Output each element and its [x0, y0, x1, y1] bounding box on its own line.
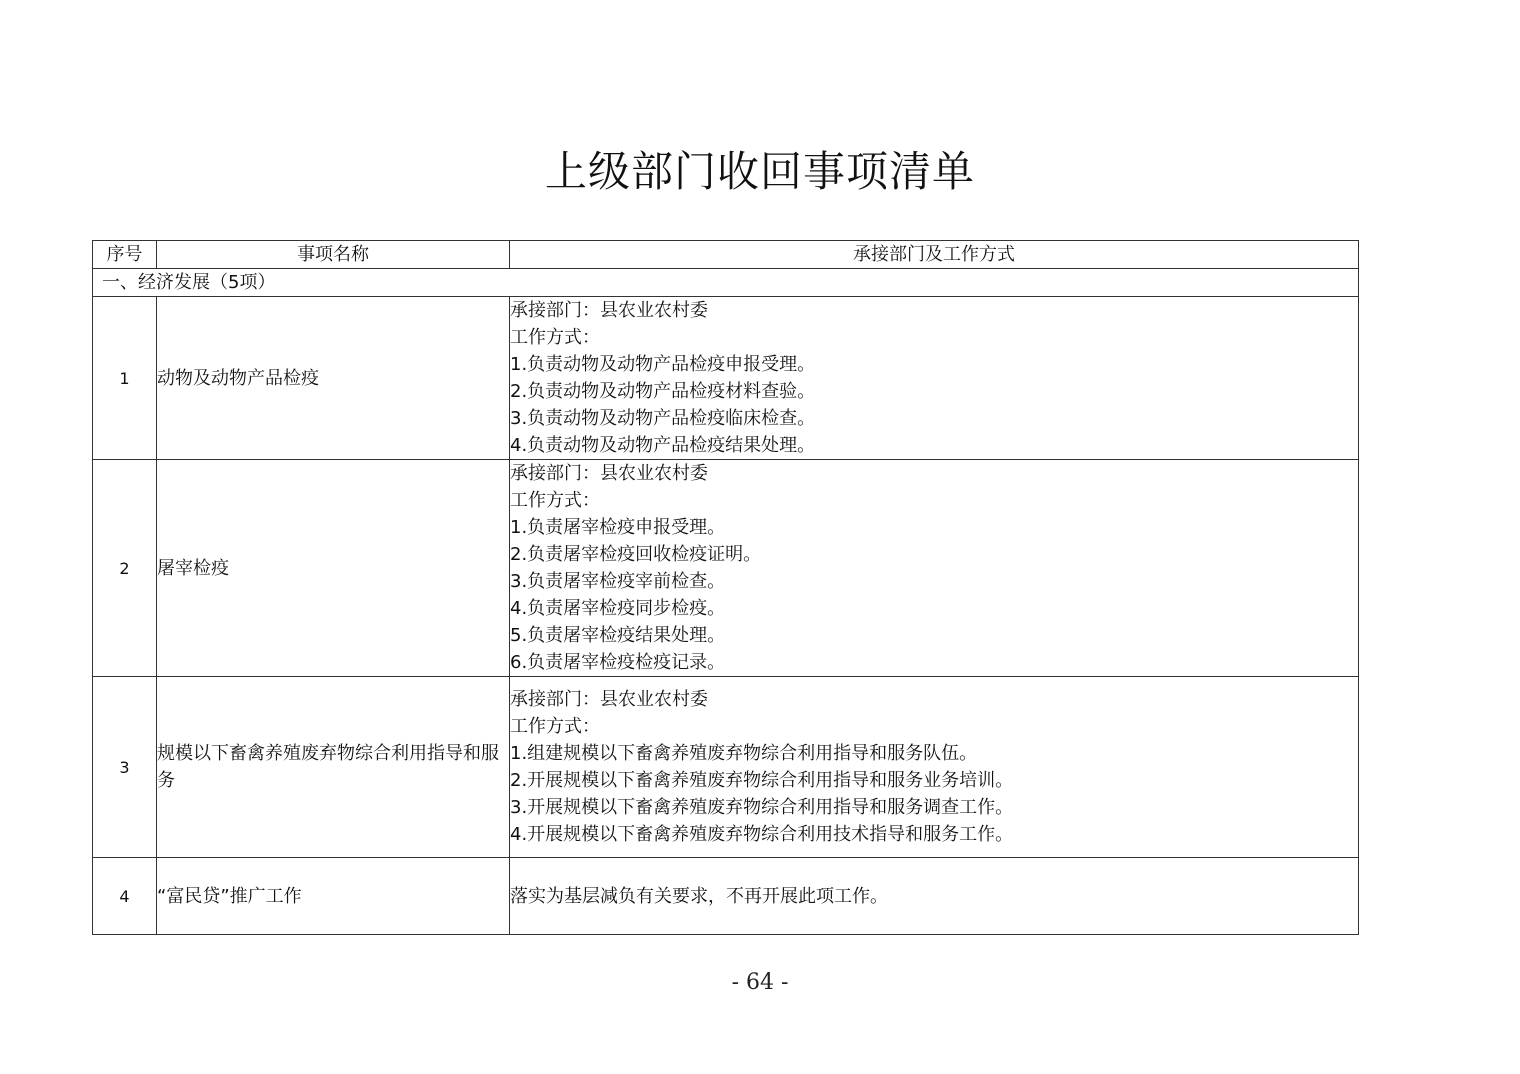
- dept-line: 工作方式：: [510, 490, 600, 511]
- dept-line: 承接部门：县农业农村委: [510, 463, 708, 484]
- dept-line: 承接部门：县农业农村委: [510, 300, 708, 321]
- row-name: 规模以下畜禽养殖废弃物综合利用指导和服务: [157, 677, 510, 858]
- table-row: [93, 460, 1359, 677]
- dept-line: 6.负责屠宰检疫检疫记录。: [510, 652, 726, 673]
- row-dept: [510, 677, 1359, 858]
- dept-line: 工作方式：: [510, 327, 600, 348]
- row-seq: 1: [93, 297, 157, 460]
- row-seq: 4: [93, 858, 157, 935]
- page-title: 上级部门收回事项清单: [544, 147, 975, 196]
- dept-line: 3.负责动物及动物产品检疫临床检查。: [510, 408, 816, 429]
- dept-line: 3.开展规模以下畜禽养殖废弃物综合利用指导和服务调查工作。: [510, 797, 1014, 818]
- dept-line: 承接部门：县农业农村委: [510, 689, 708, 710]
- dept-line: 1.组建规模以下畜禽养殖废弃物综合利用指导和服务队伍。: [510, 743, 978, 764]
- row-dept: [510, 297, 1359, 460]
- dept-line: 1.负责屠宰检疫申报受理。: [510, 517, 726, 538]
- header-name: 事项名称: [157, 241, 510, 269]
- items-table: [92, 240, 1359, 935]
- row-name: 屠宰检疫: [157, 460, 510, 677]
- table-row: [93, 297, 1359, 460]
- header-dept: 承接部门及工作方式: [510, 241, 1359, 269]
- dept-line: 3.负责屠宰检疫宰前检查。: [510, 571, 726, 592]
- section-row: [93, 269, 1359, 297]
- dept-line: 2.开展规模以下畜禽养殖废弃物综合利用指导和服务业务培训。: [510, 770, 1014, 791]
- dept-line: 落实为基层减负有关要求，不再开展此项工作。: [510, 885, 888, 907]
- dept-line: 4.开展规模以下畜禽养殖废弃物综合利用技术指导和服务工作。: [510, 824, 1014, 845]
- dept-line: 工作方式：: [510, 716, 600, 737]
- dept-line: 4.负责屠宰检疫同步检疫。: [510, 598, 726, 619]
- row-name: “富民贷”推广工作: [157, 858, 510, 935]
- header-seq: 序号: [93, 241, 157, 269]
- row-dept: [510, 858, 1359, 935]
- dept-line: 2.负责动物及动物产品检疫材料查验。: [510, 381, 816, 402]
- dept-line: 5.负责屠宰检疫结果处理。: [510, 625, 726, 646]
- row-seq: 2: [93, 460, 157, 677]
- row-name: 动物及动物产品检疫: [157, 297, 510, 460]
- row-dept: [510, 460, 1359, 677]
- table-row: [93, 858, 1359, 935]
- page-number: - 64 -: [731, 970, 789, 995]
- dept-line: 1.负责动物及动物产品检疫申报受理。: [510, 354, 816, 375]
- dept-line: 2.负责屠宰检疫回收检疫证明。: [510, 544, 762, 565]
- section-heading: 一、经济发展（5项）: [93, 269, 1359, 297]
- row-seq: 3: [93, 677, 157, 858]
- table-row: [93, 677, 1359, 858]
- dept-line: 4.负责动物及动物产品检疫结果处理。: [510, 435, 816, 456]
- table-header-row: [93, 241, 1359, 269]
